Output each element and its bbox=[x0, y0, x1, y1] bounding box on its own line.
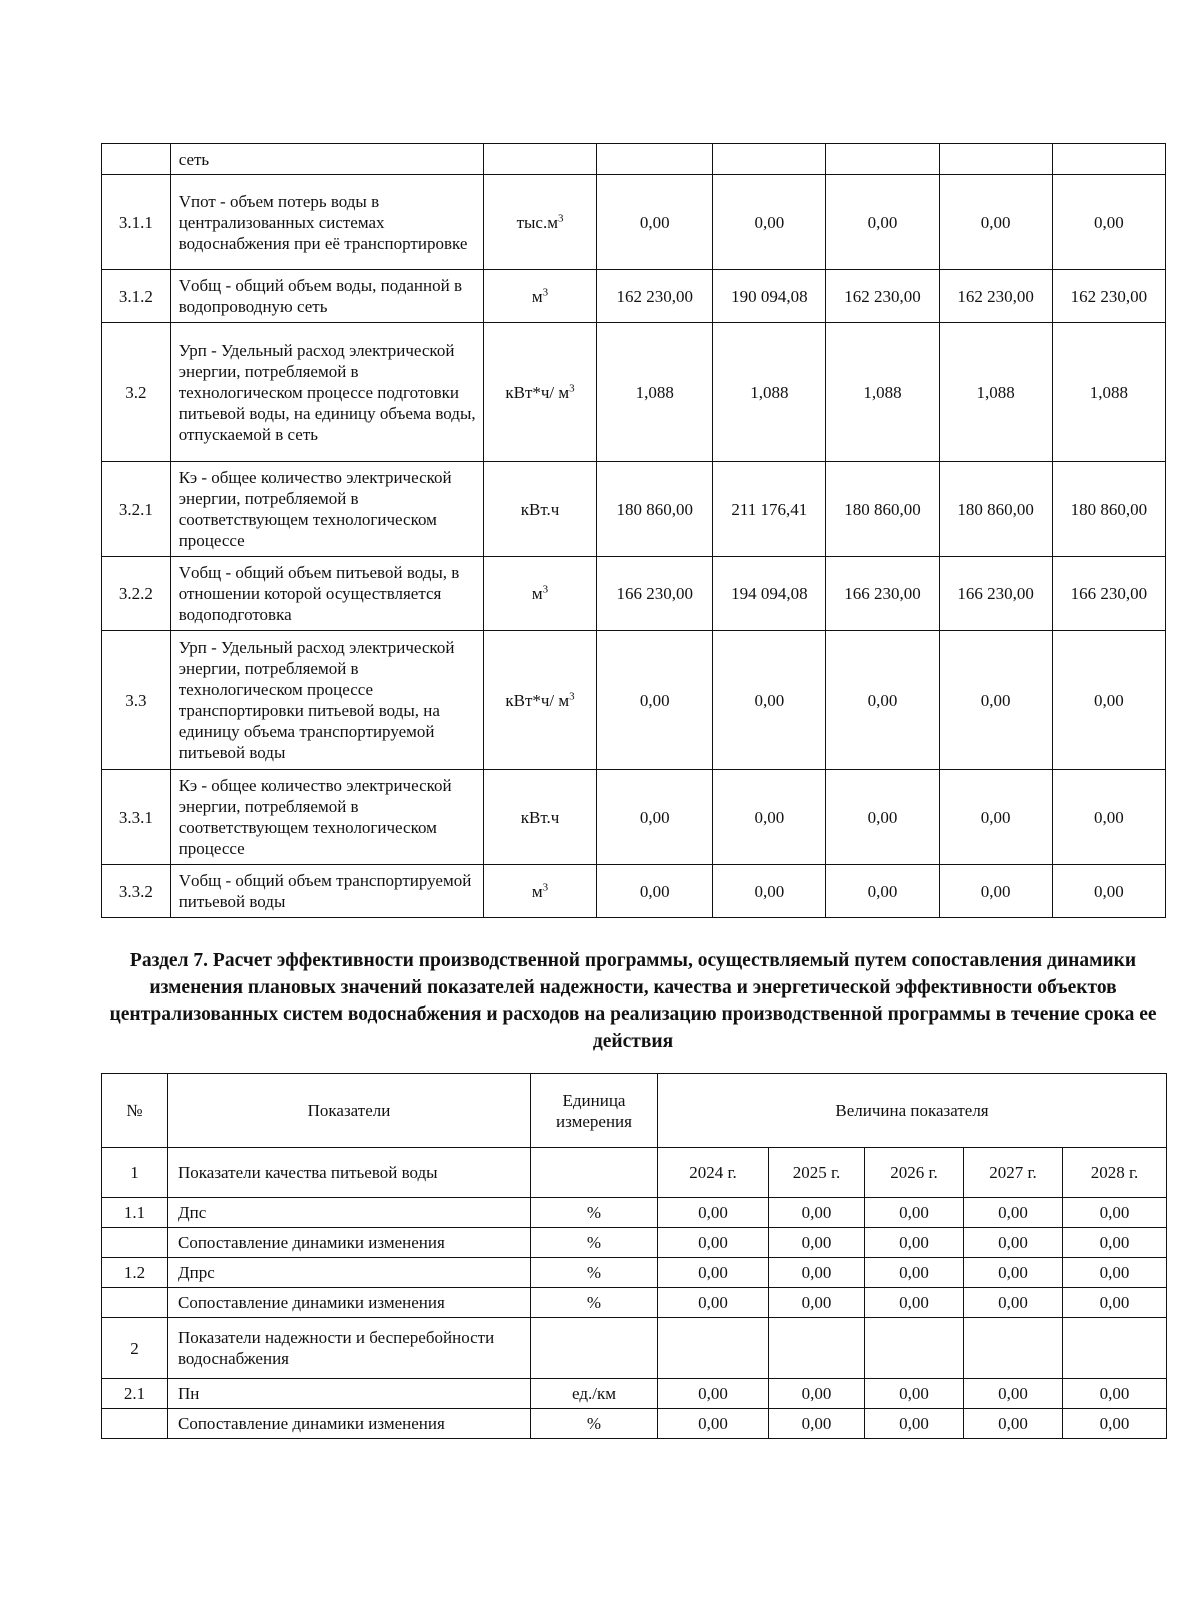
row-value: 1,088 bbox=[939, 323, 1052, 462]
table-row bbox=[102, 1379, 1167, 1409]
header-value: Величина показателя bbox=[658, 1074, 1167, 1148]
row-value: 0,00 bbox=[769, 1379, 865, 1409]
row-description: Дпс bbox=[168, 1198, 531, 1228]
row-value: 180 860,00 bbox=[597, 462, 713, 557]
row-value: 0,00 bbox=[964, 1258, 1063, 1288]
row-number: 1 bbox=[102, 1148, 168, 1198]
row-description: сеть bbox=[170, 144, 483, 175]
row-description: Показатели надежности и бесперебойности водоснабжения bbox=[168, 1318, 531, 1379]
row-value: 0,00 bbox=[1063, 1409, 1167, 1439]
row-value: 194 094,08 bbox=[713, 557, 826, 631]
row-description: Сопоставление динамики изменения bbox=[168, 1288, 531, 1318]
row-value: 0,00 bbox=[1063, 1288, 1167, 1318]
row-unit bbox=[531, 1318, 658, 1379]
table-row bbox=[102, 1409, 1167, 1439]
row-value: 0,00 bbox=[939, 631, 1052, 770]
row-value: 0,00 bbox=[597, 175, 713, 270]
row-number: 3.3.1 bbox=[102, 770, 171, 865]
row-value: 0,00 bbox=[769, 1409, 865, 1439]
row-value bbox=[769, 1318, 865, 1379]
row-value: 0,00 bbox=[826, 631, 939, 770]
row-value: 0,00 bbox=[713, 631, 826, 770]
row-value: 0,00 bbox=[1052, 175, 1165, 270]
row-value: 0,00 bbox=[658, 1288, 769, 1318]
row-unit: кВт*ч/ $м^3$ bbox=[483, 323, 596, 462]
row-value: 0,00 bbox=[769, 1198, 865, 1228]
row-value: 0,00 bbox=[769, 1258, 865, 1288]
row-value bbox=[964, 1318, 1063, 1379]
row-unit bbox=[483, 144, 596, 175]
row-number: 1.1 bbox=[102, 1198, 168, 1228]
header-indicators: Показатели bbox=[168, 1074, 531, 1148]
row-value: 0,00 bbox=[826, 175, 939, 270]
table-row bbox=[102, 270, 1166, 323]
row-value: 0,00 bbox=[1052, 770, 1165, 865]
table-row bbox=[102, 323, 1166, 462]
row-number: 2 bbox=[102, 1318, 168, 1379]
row-value: 0,00 bbox=[658, 1379, 769, 1409]
row-value: 0,00 bbox=[597, 631, 713, 770]
row-description: Кэ - общее количество электрической энергии, потребляемой в соответствующем технологическом процессе bbox=[170, 462, 483, 557]
year-header: 2025 г. bbox=[769, 1148, 865, 1198]
row-number: 1.2 bbox=[102, 1258, 168, 1288]
row-value: 162 230,00 bbox=[826, 270, 939, 323]
row-unit: % bbox=[531, 1258, 658, 1288]
row-description: Vобщ - общий объем воды, поданной в водопроводную сеть bbox=[170, 270, 483, 323]
row-value: 166 230,00 bbox=[939, 557, 1052, 631]
table-row bbox=[102, 144, 1166, 175]
row-value: 0,00 bbox=[964, 1228, 1063, 1258]
row-value: 0,00 bbox=[964, 1198, 1063, 1228]
row-value bbox=[939, 144, 1052, 175]
row-value: 0,00 bbox=[1063, 1258, 1167, 1288]
row-unit: % bbox=[531, 1288, 658, 1318]
table-row bbox=[102, 1258, 1167, 1288]
efficiency-table bbox=[101, 1073, 1167, 1439]
row-value: 0,00 bbox=[713, 175, 826, 270]
row-value: 0,00 bbox=[939, 175, 1052, 270]
row-value bbox=[658, 1318, 769, 1379]
table-row bbox=[102, 1288, 1167, 1318]
row-description: Пн bbox=[168, 1379, 531, 1409]
row-value: 1,088 bbox=[1052, 323, 1165, 462]
row-number bbox=[102, 1228, 168, 1258]
row-value: 180 860,00 bbox=[1052, 462, 1165, 557]
row-value: 0,00 bbox=[1063, 1379, 1167, 1409]
row-value: 0,00 bbox=[826, 865, 939, 918]
row-value: 166 230,00 bbox=[826, 557, 939, 631]
row-value: 0,00 bbox=[1063, 1228, 1167, 1258]
row-value: 1,088 bbox=[826, 323, 939, 462]
row-unit: % bbox=[531, 1409, 658, 1439]
table-row bbox=[102, 557, 1166, 631]
row-description: Урп - Удельный расход электрической энергии, потребляемой в технологическом процессе транспортировки питьевой воды, на единицу объема транспортируемой питьевой воды bbox=[170, 631, 483, 770]
row-value: 0,00 bbox=[964, 1409, 1063, 1439]
row-description: Vпот - объем потерь воды в централизованных системах водоснабжения при её транспортировке bbox=[170, 175, 483, 270]
header-number: № bbox=[102, 1074, 168, 1148]
row-value: 211 176,41 bbox=[713, 462, 826, 557]
year-header: 2027 г. bbox=[964, 1148, 1063, 1198]
row-unit: кВт.ч bbox=[483, 462, 596, 557]
row-value: 0,00 bbox=[1063, 1198, 1167, 1228]
row-number: 3.2.1 bbox=[102, 462, 171, 557]
row-value: 162 230,00 bbox=[1052, 270, 1165, 323]
row-value: 0,00 bbox=[597, 770, 713, 865]
table-row bbox=[102, 462, 1166, 557]
row-description: Vобщ - общий объем питьевой воды, в отношении которой осуществляется водоподготовка bbox=[170, 557, 483, 631]
row-unit: $тыс.м^3$ bbox=[483, 175, 596, 270]
table-row bbox=[102, 1318, 1167, 1379]
row-description: Vобщ - общий объем транспортируемой питьевой воды bbox=[170, 865, 483, 918]
year-header: 2026 г. bbox=[865, 1148, 964, 1198]
row-value: 0,00 bbox=[1052, 865, 1165, 918]
year-header: 2024 г. bbox=[658, 1148, 769, 1198]
row-value: 0,00 bbox=[658, 1198, 769, 1228]
row-unit: % bbox=[531, 1198, 658, 1228]
indicators-table-continued bbox=[101, 143, 1166, 918]
row-value: 162 230,00 bbox=[597, 270, 713, 323]
table-row bbox=[102, 175, 1166, 270]
row-value: 0,00 bbox=[939, 865, 1052, 918]
row-value: 0,00 bbox=[713, 865, 826, 918]
row-unit: $м^3$ bbox=[483, 557, 596, 631]
row-value: 0,00 bbox=[826, 770, 939, 865]
table-header-row bbox=[102, 1074, 1167, 1148]
row-value: 0,00 bbox=[769, 1288, 865, 1318]
row-unit: % bbox=[531, 1228, 658, 1258]
row-description: Показатели качества питьевой воды bbox=[168, 1148, 531, 1198]
row-value: 0,00 bbox=[865, 1379, 964, 1409]
row-value: 0,00 bbox=[658, 1258, 769, 1288]
row-unit: кВт.ч bbox=[483, 770, 596, 865]
row-value: 0,00 bbox=[865, 1258, 964, 1288]
row-value bbox=[1052, 144, 1165, 175]
table-row bbox=[102, 1148, 1167, 1198]
row-value: 0,00 bbox=[597, 865, 713, 918]
row-value bbox=[826, 144, 939, 175]
section-title: Раздел 7. Расчет эффективности производственной программы, осуществляемый путем сопоставления динамики изменения плановых значений показателей надежности, качества и энергетической эффективности объектов централизованных систем водоснабжения и расходов на реализацию производственной программы в течение срока ее действия bbox=[109, 950, 1157, 1052]
table-row bbox=[102, 1198, 1167, 1228]
row-number: 3.1.2 bbox=[102, 270, 171, 323]
row-value: 162 230,00 bbox=[939, 270, 1052, 323]
row-number: 3.2.2 bbox=[102, 557, 171, 631]
row-value: 166 230,00 bbox=[597, 557, 713, 631]
row-value: 0,00 bbox=[658, 1409, 769, 1439]
row-number bbox=[102, 1288, 168, 1318]
row-number: 2.1 bbox=[102, 1379, 168, 1409]
row-value: 0,00 bbox=[769, 1228, 865, 1258]
row-unit: ед./км bbox=[531, 1379, 658, 1409]
row-unit: кВт*ч/ $м^3$ bbox=[483, 631, 596, 770]
row-description: Дпрс bbox=[168, 1258, 531, 1288]
row-value: 0,00 bbox=[658, 1228, 769, 1258]
row-number: 3.1.1 bbox=[102, 175, 171, 270]
row-description: Сопоставление динамики изменения bbox=[168, 1228, 531, 1258]
row-number bbox=[102, 1409, 168, 1439]
table-row bbox=[102, 770, 1166, 865]
row-value: 0,00 bbox=[713, 770, 826, 865]
row-value: 1,088 bbox=[713, 323, 826, 462]
row-description: Урп - Удельный расход электрической энергии, потребляемой в технологическом процессе подготовки питьевой воды, на единицу объема воды, отпускаемой в сеть bbox=[170, 323, 483, 462]
row-value: 0,00 bbox=[964, 1288, 1063, 1318]
table-row bbox=[102, 865, 1166, 918]
row-description: Сопоставление динамики изменения bbox=[168, 1409, 531, 1439]
row-description: Кэ - общее количество электрической энергии, потребляемой в соответствующем технологическом процессе bbox=[170, 770, 483, 865]
row-value: 0,00 bbox=[865, 1409, 964, 1439]
table-row bbox=[102, 631, 1166, 770]
row-value: 0,00 bbox=[939, 770, 1052, 865]
row-value: 1,088 bbox=[597, 323, 713, 462]
row-value: 0,00 bbox=[865, 1288, 964, 1318]
row-unit: $м^3$ bbox=[483, 270, 596, 323]
row-number: 3.2 bbox=[102, 323, 171, 462]
row-number: 3.3.2 bbox=[102, 865, 171, 918]
row-value: 190 094,08 bbox=[713, 270, 826, 323]
row-value: 180 860,00 bbox=[939, 462, 1052, 557]
row-value bbox=[713, 144, 826, 175]
row-value: 0,00 bbox=[1052, 631, 1165, 770]
row-value bbox=[597, 144, 713, 175]
row-value: 0,00 bbox=[964, 1379, 1063, 1409]
row-value: 166 230,00 bbox=[1052, 557, 1165, 631]
row-number bbox=[102, 144, 171, 175]
row-unit bbox=[531, 1148, 658, 1198]
row-value: 0,00 bbox=[865, 1198, 964, 1228]
row-unit: $м^3$ bbox=[483, 865, 596, 918]
row-value: 0,00 bbox=[865, 1228, 964, 1258]
table-row bbox=[102, 1228, 1167, 1258]
row-value bbox=[865, 1318, 964, 1379]
header-unit: Единица измерения bbox=[531, 1074, 658, 1148]
row-number: 3.3 bbox=[102, 631, 171, 770]
row-value bbox=[1063, 1318, 1167, 1379]
row-value: 180 860,00 bbox=[826, 462, 939, 557]
year-header: 2028 г. bbox=[1063, 1148, 1167, 1198]
